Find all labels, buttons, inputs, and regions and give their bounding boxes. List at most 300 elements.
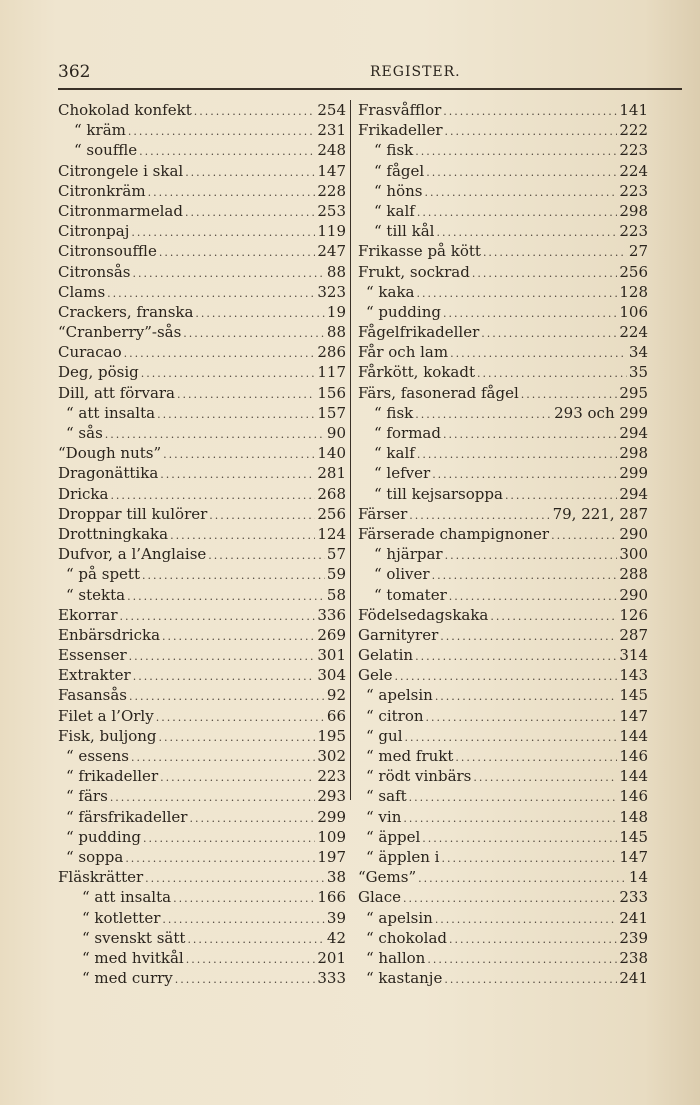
entry-page-ref: 224 (619, 323, 648, 342)
entry-page-ref: 197 (317, 847, 346, 866)
entry-page-ref: 298 (619, 201, 648, 220)
entry-term: “ kalf (374, 201, 415, 220)
index-entry (358, 241, 648, 261)
index-entry (358, 685, 648, 705)
dot-leader (450, 344, 627, 362)
entry-term: Dragonättika (58, 464, 159, 483)
entry-page-ref: 300 (619, 545, 648, 564)
entry-page-ref: 19 (326, 302, 346, 321)
entry-term: “ att insalta (66, 403, 156, 422)
index-entry (358, 746, 648, 766)
entry-page-ref: 124 (317, 524, 346, 543)
entry-term: “ äpplen i (366, 847, 440, 866)
dot-leader (444, 970, 617, 988)
entry-page-ref: 92 (326, 686, 346, 705)
entry-page-ref: 268 (317, 484, 346, 503)
entry-page-ref: 294 (619, 484, 648, 503)
entry-term: Citronpaj (58, 222, 130, 241)
entry-page-ref: 166 (317, 888, 346, 907)
dot-leader (443, 425, 617, 443)
index-entry (358, 726, 648, 746)
entry-term: “ på spett (66, 565, 140, 584)
dot-leader (208, 546, 325, 564)
entry-term: Frikadeller (358, 121, 443, 140)
index-entry (358, 625, 648, 645)
index-entry (358, 786, 648, 806)
dot-leader (435, 687, 618, 705)
dot-leader (159, 243, 315, 261)
index-entry (358, 181, 648, 201)
entry-term: “ kastanje (366, 969, 443, 988)
index-entry (58, 766, 346, 786)
index-entry (358, 706, 648, 726)
dot-leader (432, 566, 618, 584)
entry-term: “ fisk (374, 141, 414, 160)
entry-page-ref: 128 (619, 282, 648, 301)
entry-term: Fågelfrikadeller (358, 323, 480, 342)
index-entry (58, 443, 346, 463)
dot-leader (455, 748, 617, 766)
index-entry (358, 120, 648, 140)
dot-leader (139, 142, 315, 160)
index-entry (358, 484, 648, 504)
index-entry (58, 423, 346, 443)
index-entry (358, 383, 648, 403)
entry-page-ref: 140 (317, 444, 346, 463)
dot-leader (422, 829, 617, 847)
index-entry (58, 564, 346, 584)
index-entry (358, 928, 648, 948)
entry-page-ref: 281 (317, 464, 346, 483)
index-entry (58, 726, 346, 746)
index-entry (58, 585, 346, 605)
entry-term: “ svenskt sätt (82, 928, 186, 947)
index-entry (58, 928, 346, 948)
index-entry (58, 807, 346, 827)
entry-term: “ stekta (66, 585, 126, 604)
dot-leader (159, 728, 316, 746)
index-entry (358, 847, 648, 867)
index-entry (58, 484, 346, 504)
entry-term: Crackers, franska (58, 302, 194, 321)
entry-page-ref: 301 (317, 646, 346, 665)
dot-leader (110, 788, 316, 806)
index-entry (358, 887, 648, 907)
entry-term: “ essens (66, 747, 129, 765)
entry-page-ref: 109 (317, 827, 346, 846)
index-entry (358, 342, 648, 362)
entry-page-ref: 90 (326, 424, 346, 442)
entry-term: Citronsouffle (58, 242, 157, 261)
entry-page-ref: 222 (619, 121, 648, 140)
entry-term: Clams (58, 282, 106, 301)
entry-term: “ hallon (366, 948, 426, 967)
entry-page-ref: 88 (326, 262, 346, 281)
entry-page-ref: 147 (619, 706, 648, 725)
dot-leader (415, 647, 617, 665)
dot-leader (127, 587, 325, 605)
entry-term: “ höns (374, 181, 423, 200)
index-entry (58, 544, 346, 564)
dot-leader (490, 607, 617, 625)
entry-term: “ med frukt (366, 747, 454, 765)
entry-page-ref: 79, 221, 287 (552, 504, 648, 523)
dot-leader (129, 687, 325, 705)
index-entry (58, 887, 346, 907)
entry-term: “ formad (374, 424, 441, 442)
dot-leader (417, 203, 618, 221)
entry-page-ref: 57 (326, 545, 346, 564)
entry-page-ref: 117 (317, 363, 346, 382)
index-entry (58, 342, 346, 362)
entry-term: Ekorrar (58, 605, 118, 624)
index-entry (58, 605, 346, 625)
entry-page-ref: 145 (619, 827, 648, 846)
entry-page-ref: 156 (317, 383, 346, 402)
entry-term: “ lefver (374, 464, 431, 483)
index-entry (58, 908, 346, 928)
entry-term: Får och lam (358, 343, 449, 362)
dot-leader (131, 748, 315, 766)
entry-term: Fasansås (58, 686, 127, 705)
entry-page-ref: 288 (619, 565, 648, 584)
entry-term: Frikasse på kött (358, 242, 481, 261)
dot-leader (160, 465, 315, 483)
entry-term: “ gul (366, 726, 403, 745)
dot-leader (551, 526, 617, 544)
index-entry (358, 140, 648, 160)
dot-leader (195, 304, 324, 322)
index-entry (358, 524, 648, 544)
entry-page-ref: 38 (326, 868, 346, 887)
dot-leader (415, 142, 617, 160)
entry-page-ref: 42 (326, 928, 346, 947)
dot-leader (449, 930, 617, 948)
entry-term: Dufvor, a l’Anglaise (58, 545, 207, 564)
entry-term: “ att insalta (82, 888, 172, 907)
dot-leader (183, 324, 325, 342)
dot-leader (186, 950, 316, 968)
entry-term: “ hjärpar (374, 545, 443, 564)
index-entry (58, 383, 346, 403)
dot-leader (473, 768, 617, 786)
dot-leader (129, 647, 316, 665)
entry-term: “Dough nuts” (58, 444, 162, 463)
index-entry (58, 140, 346, 160)
entry-term: Garnityrer (358, 625, 439, 644)
entry-page-ref: 293 (317, 787, 346, 806)
dot-leader (435, 910, 618, 928)
dot-leader (163, 445, 315, 463)
header-rule (58, 88, 682, 90)
entry-term: Extrakter (58, 666, 131, 685)
entry-term: Curacao (58, 343, 122, 362)
running-title: REGISTER. (370, 64, 461, 80)
entry-term: “ med hvitkål (82, 948, 184, 967)
index-entry (58, 201, 346, 221)
entry-page-ref: 59 (326, 565, 346, 584)
index-entry (358, 948, 648, 968)
entry-term: “Gems” (358, 868, 417, 887)
entry-term: “Cranberry”-sås (58, 323, 182, 342)
index-column-left (58, 100, 346, 988)
entry-page-ref: 314 (619, 646, 648, 665)
entry-page-ref: 34 (628, 343, 648, 362)
entry-term: “ med curry (82, 969, 173, 988)
index-entry (58, 645, 346, 665)
entry-page-ref: 144 (619, 767, 648, 786)
entry-term: “ tomater (374, 585, 447, 604)
index-entry (358, 302, 648, 322)
index-entry (358, 262, 648, 282)
dot-leader (440, 627, 617, 645)
dot-leader (405, 728, 618, 746)
dot-leader (124, 344, 316, 362)
index-entry (58, 100, 346, 120)
dot-leader (141, 364, 316, 382)
entry-term: Citronmarmelad (58, 201, 183, 220)
index-entry (58, 161, 346, 181)
dot-leader (173, 889, 315, 907)
index-entry (358, 585, 648, 605)
entry-page-ref: 223 (619, 222, 648, 241)
index-entry (58, 746, 346, 766)
index-entry (58, 827, 346, 847)
index-entry (58, 181, 346, 201)
entry-page-ref: 293 och 299 (554, 403, 648, 422)
index-entry (58, 665, 346, 685)
index-entry (58, 362, 346, 382)
index-entry (358, 282, 648, 302)
dot-leader (160, 768, 315, 786)
entry-page-ref: 66 (326, 706, 346, 725)
entry-term: Dill, att förvara (58, 383, 176, 402)
dot-leader (120, 607, 316, 625)
dot-leader (443, 304, 617, 322)
entry-page-ref: 323 (317, 282, 346, 301)
index-entry (58, 302, 346, 322)
entry-term: Filet a l’Orly (58, 706, 154, 725)
entry-term: Fläskrätter (58, 868, 144, 887)
index-entry (58, 241, 346, 261)
entry-term: “ apelsin (366, 908, 433, 927)
index-entry (358, 403, 648, 423)
dot-leader (521, 385, 618, 403)
entry-page-ref: 248 (317, 141, 346, 160)
entry-page-ref: 256 (317, 504, 346, 523)
index-entry (58, 786, 346, 806)
entry-page-ref: 195 (317, 726, 346, 745)
entry-page-ref: 304 (317, 666, 346, 685)
entry-term: Färs, fasonerad fågel (358, 383, 519, 402)
entry-page-ref: 201 (317, 948, 346, 967)
dot-leader (472, 264, 618, 282)
dot-leader (162, 910, 325, 928)
dot-leader (142, 566, 325, 584)
dot-leader (185, 203, 315, 221)
entry-page-ref: 148 (619, 807, 648, 826)
index-entry (58, 847, 346, 867)
index-entry (58, 524, 346, 544)
index-entry (58, 403, 346, 423)
entry-term: Färser (358, 504, 408, 523)
dot-leader (432, 465, 617, 483)
entry-page-ref: 144 (619, 726, 648, 745)
dot-leader (417, 445, 618, 463)
entry-term: “ chokolad (366, 928, 447, 947)
index-entry (58, 948, 346, 968)
dot-leader (436, 223, 617, 241)
dot-leader (156, 708, 325, 726)
page-header (58, 62, 682, 86)
entry-term: Drottningkaka (58, 524, 169, 543)
index-entry (58, 968, 346, 988)
entry-page-ref: 39 (326, 908, 346, 927)
entry-term: “ sås (66, 424, 103, 442)
entry-term: “ souffle (74, 141, 138, 160)
dot-leader (403, 889, 617, 907)
entry-term: “ fågel (374, 161, 425, 180)
entry-page-ref: 88 (326, 323, 346, 342)
dot-leader (189, 809, 315, 827)
entry-term: Födelsedagskaka (358, 605, 489, 624)
entry-term: “ färsfrikadeller (66, 807, 188, 826)
dot-leader (426, 708, 618, 726)
entry-term: Droppar till kulörer (58, 504, 208, 523)
entry-page-ref: 253 (317, 201, 346, 220)
index-entry (358, 322, 648, 342)
entry-term: “ frikadeller (66, 767, 159, 786)
entry-page-ref: 269 (317, 625, 346, 644)
entry-term: Citronsås (58, 262, 131, 281)
index-entry (358, 968, 648, 988)
dot-leader (445, 546, 618, 564)
entry-term: Enbärsdricka (58, 625, 161, 644)
dot-leader (409, 788, 618, 806)
entry-page-ref: 333 (317, 969, 346, 988)
entry-term: Citronkräm (58, 181, 146, 200)
entry-page-ref: 231 (317, 121, 346, 140)
dot-leader (409, 506, 550, 524)
dot-leader (107, 284, 315, 302)
entry-term: Gele (358, 666, 393, 685)
entry-page-ref: 336 (317, 605, 346, 624)
entry-term: Fisk, buljong (58, 726, 157, 745)
entry-term: Dricka (58, 484, 109, 503)
dot-leader (415, 405, 552, 423)
entry-term: “ äppel (366, 827, 421, 846)
entry-term: “ kaka (366, 282, 415, 301)
entry-page-ref: 290 (619, 585, 648, 604)
entry-page-ref: 147 (619, 847, 648, 866)
index-entry (58, 504, 346, 524)
dot-leader (185, 163, 315, 181)
entry-term: Glace (358, 888, 402, 907)
dot-leader (477, 364, 627, 382)
entry-page-ref: 143 (619, 666, 648, 685)
index-entry (358, 161, 648, 181)
dot-leader (426, 163, 617, 181)
dot-leader (403, 809, 617, 827)
entry-page-ref: 223 (317, 767, 346, 786)
dot-leader (170, 526, 315, 544)
index-entry (58, 867, 346, 887)
dot-leader (133, 264, 325, 282)
entry-page-ref: 302 (317, 747, 346, 765)
entry-page-ref: 146 (619, 747, 648, 765)
index-entry (58, 282, 346, 302)
dot-leader (443, 102, 617, 120)
dot-leader (445, 122, 618, 140)
index-entry (58, 221, 346, 241)
dot-leader (417, 284, 618, 302)
dot-leader (133, 667, 316, 685)
entry-term: Frukt, sockrad (358, 262, 470, 281)
entry-page-ref: 256 (619, 262, 648, 281)
index-entry (358, 807, 648, 827)
entry-page-ref: 286 (317, 343, 346, 362)
index-entry (358, 463, 648, 483)
entry-page-ref: 35 (628, 363, 648, 382)
entry-term: “ saft (366, 787, 407, 806)
dot-leader (105, 425, 325, 443)
entry-page-ref: 145 (619, 686, 648, 705)
index-entry (358, 544, 648, 564)
entry-page-ref: 287 (619, 625, 648, 644)
entry-term: Fårkött, kokadt (358, 363, 475, 382)
dot-leader (395, 667, 618, 685)
entry-page-ref: 58 (326, 585, 346, 604)
dot-leader (148, 183, 316, 201)
dot-leader (425, 183, 618, 201)
entry-term: “ kotletter (82, 908, 161, 927)
entry-term: “ oliver (374, 565, 430, 584)
index-entry (358, 665, 648, 685)
entry-page-ref: 141 (619, 101, 648, 119)
index-column-right (358, 100, 648, 988)
entry-page-ref: 241 (619, 969, 648, 988)
entry-page-ref: 126 (619, 605, 648, 624)
entry-term: Frasvåfflor (358, 101, 442, 119)
entry-term: Färserade champignoner (358, 524, 550, 543)
dot-leader (157, 405, 315, 423)
entry-page-ref: 239 (619, 928, 648, 947)
dot-leader (145, 869, 325, 887)
dot-leader (483, 243, 627, 261)
dot-leader (128, 122, 315, 140)
index-entry (58, 463, 346, 483)
entry-page-ref: 14 (628, 868, 648, 887)
entry-page-ref: 224 (619, 161, 648, 180)
dot-leader (441, 849, 617, 867)
entry-term: “ soppa (66, 847, 124, 866)
entry-term: Gelatin (358, 646, 414, 665)
dot-leader (449, 587, 618, 605)
index-entry (358, 362, 648, 382)
entry-page-ref: 247 (317, 242, 346, 261)
entry-page-ref: 299 (317, 807, 346, 826)
entry-page-ref: 241 (619, 908, 648, 927)
entry-term: “ apelsin (366, 686, 433, 705)
entry-term: “ kalf (374, 444, 415, 463)
dot-leader (177, 385, 315, 403)
entry-term: Deg, pösig (58, 363, 139, 382)
entry-page-ref: 223 (619, 181, 648, 200)
dot-leader (162, 627, 315, 645)
dot-leader (131, 223, 315, 241)
index-entry (58, 625, 346, 645)
index-entry (358, 100, 648, 120)
